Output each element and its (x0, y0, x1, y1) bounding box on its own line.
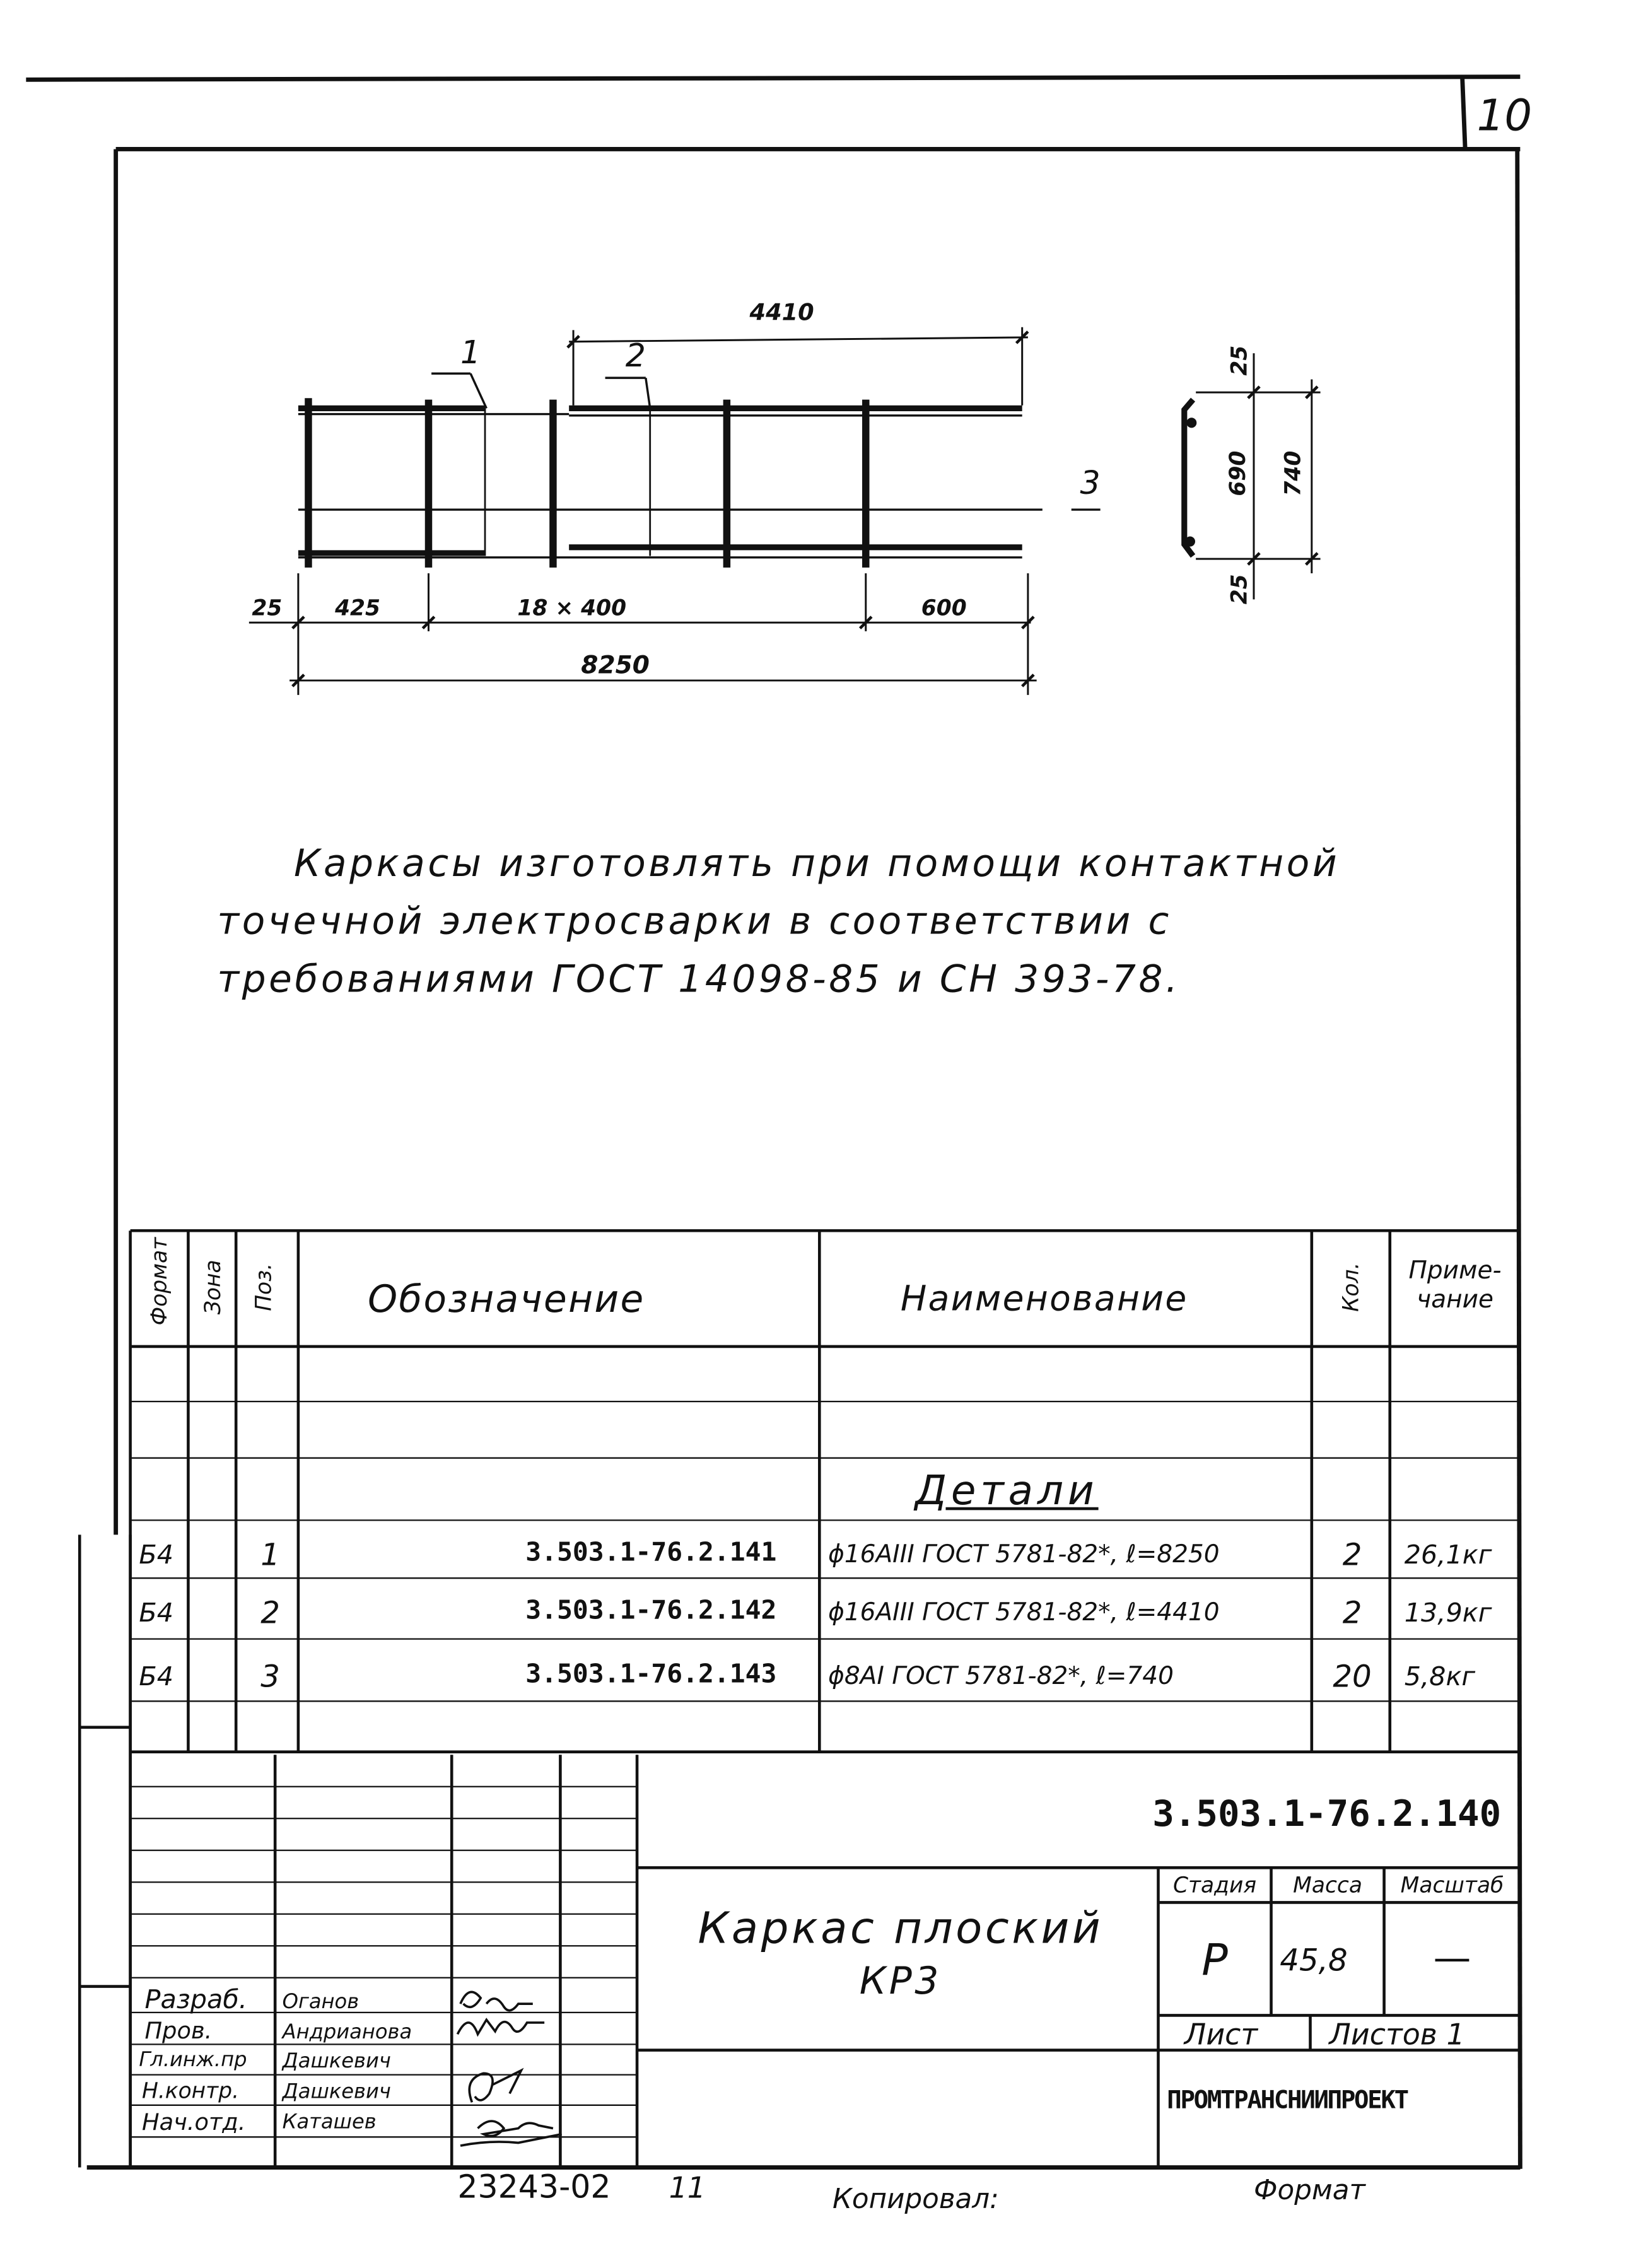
row-pos: 1 (260, 1537, 280, 1573)
row-pos: 2 (260, 1595, 280, 1630)
label-sheet: Лист (1184, 2016, 1258, 2052)
dim-pitch: 18 × 400 (517, 595, 627, 621)
role-label: Н.контр. (141, 2078, 240, 2104)
row-pos: 3 (260, 1659, 280, 1694)
label-mass: Масса (1293, 1872, 1362, 1898)
row-name: ϕ8АI ГОСТ 5781-82*, ℓ=740 (828, 1662, 1174, 1692)
header-zone: Зона (199, 1260, 226, 1315)
role-label: Нач.отд. (141, 2108, 246, 2136)
section-title-details: Детали (914, 1466, 1099, 1515)
row-qty: 20 (1333, 1659, 1372, 1694)
row-qty: 2 (1342, 1595, 1362, 1630)
dim-start: 25 (252, 595, 283, 621)
dim-first-pitch: 425 (335, 595, 380, 621)
role-label: Гл.инж.пр (139, 2049, 247, 2072)
header-pos: Поз. (250, 1263, 277, 1311)
value-stage: Р (1201, 1936, 1228, 1987)
signatures (457, 1992, 561, 2146)
row-format: Б4 (139, 1598, 174, 1629)
row-note: 5,8кг (1404, 1662, 1476, 1693)
header-format: Формат (146, 1237, 173, 1326)
callout-2: 2 (625, 339, 646, 375)
section-dim-bottom: 25 (1226, 574, 1253, 605)
inventory-number: 23243-02 (457, 2170, 611, 2207)
note-line-2: точечной электросварки в соответствии с (217, 900, 1172, 944)
frame (26, 77, 1520, 2169)
role-name: Дашкевич (282, 2080, 391, 2104)
callout-3: 3 (1080, 466, 1101, 503)
copied-label: Копировал: (832, 2183, 999, 2216)
note-line-1: Каркасы изготовлять при помощи контактной (294, 843, 1340, 886)
row-designation: 3.503.1-76.2.141 (525, 1537, 777, 1569)
section-dim-overall: 740 (1280, 450, 1306, 496)
role-name: Оганов (282, 1990, 359, 2014)
page-number: 11 (669, 2170, 706, 2206)
dim-top-length: 4410 (749, 298, 814, 326)
title-line-2: КР3 (859, 1960, 942, 2004)
role-name: Дашкевич (282, 2050, 391, 2074)
row-format: Б4 (139, 1662, 174, 1693)
callout-1: 1 (460, 336, 481, 372)
document-code: 3.503.1-76.2.140 (1152, 1792, 1502, 1835)
binding-strip (79, 1534, 130, 2167)
role-label: Разраб. (144, 1985, 247, 2016)
row-name: ϕ16АIII ГОСТ 5781-82*, ℓ=8250 (828, 1540, 1220, 1570)
value-mass: 45,8 (1280, 1943, 1348, 1978)
row-note: 13,9кг (1404, 1598, 1492, 1629)
organization-name: ПРОМТРАНСНИИПРОЕКТ (1167, 2086, 1408, 2115)
header-qty: Кол. (1338, 1262, 1364, 1312)
dim-end: 600 (921, 595, 967, 621)
section-dim-inner: 690 (1225, 450, 1251, 496)
label-stage: Стадия (1172, 1872, 1257, 1898)
header-name: Наименование (900, 1278, 1188, 1319)
value-scale: — (1433, 1937, 1471, 1981)
label-sheets-total: Листов 1 (1329, 2016, 1465, 2052)
header-note: Приме-чание (1408, 1256, 1502, 1316)
section-dim-top: 25 (1226, 345, 1253, 376)
role-label: Пров. (144, 2016, 213, 2045)
role-name: Каташев (282, 2110, 377, 2134)
row-format: Б4 (139, 1540, 174, 1571)
row-designation: 3.503.1-76.2.143 (525, 1659, 777, 1690)
row-note: 26,1кг (1404, 1540, 1492, 1571)
note-line-3: требованиями ГОСТ 14098-85 и СН 393-78. (217, 958, 1181, 1002)
header-designation: Обозначение (368, 1278, 645, 1322)
role-name: Андрианова (282, 2021, 412, 2045)
row-qty: 2 (1342, 1537, 1362, 1573)
title-line-1: Каркас плоский (698, 1903, 1104, 1955)
label-scale: Масштаб (1400, 1872, 1504, 1898)
format-label: Формат (1253, 2174, 1365, 2207)
row-name: ϕ16АIII ГОСТ 5781-82*, ℓ=4410 (828, 1598, 1220, 1628)
spec-table-grid (131, 1230, 1521, 1751)
row-designation: 3.503.1-76.2.142 (525, 1595, 777, 1626)
dim-total-length: 8250 (581, 652, 650, 681)
sheet-number: 10 (1476, 91, 1533, 142)
cage-drawing (249, 327, 1101, 695)
